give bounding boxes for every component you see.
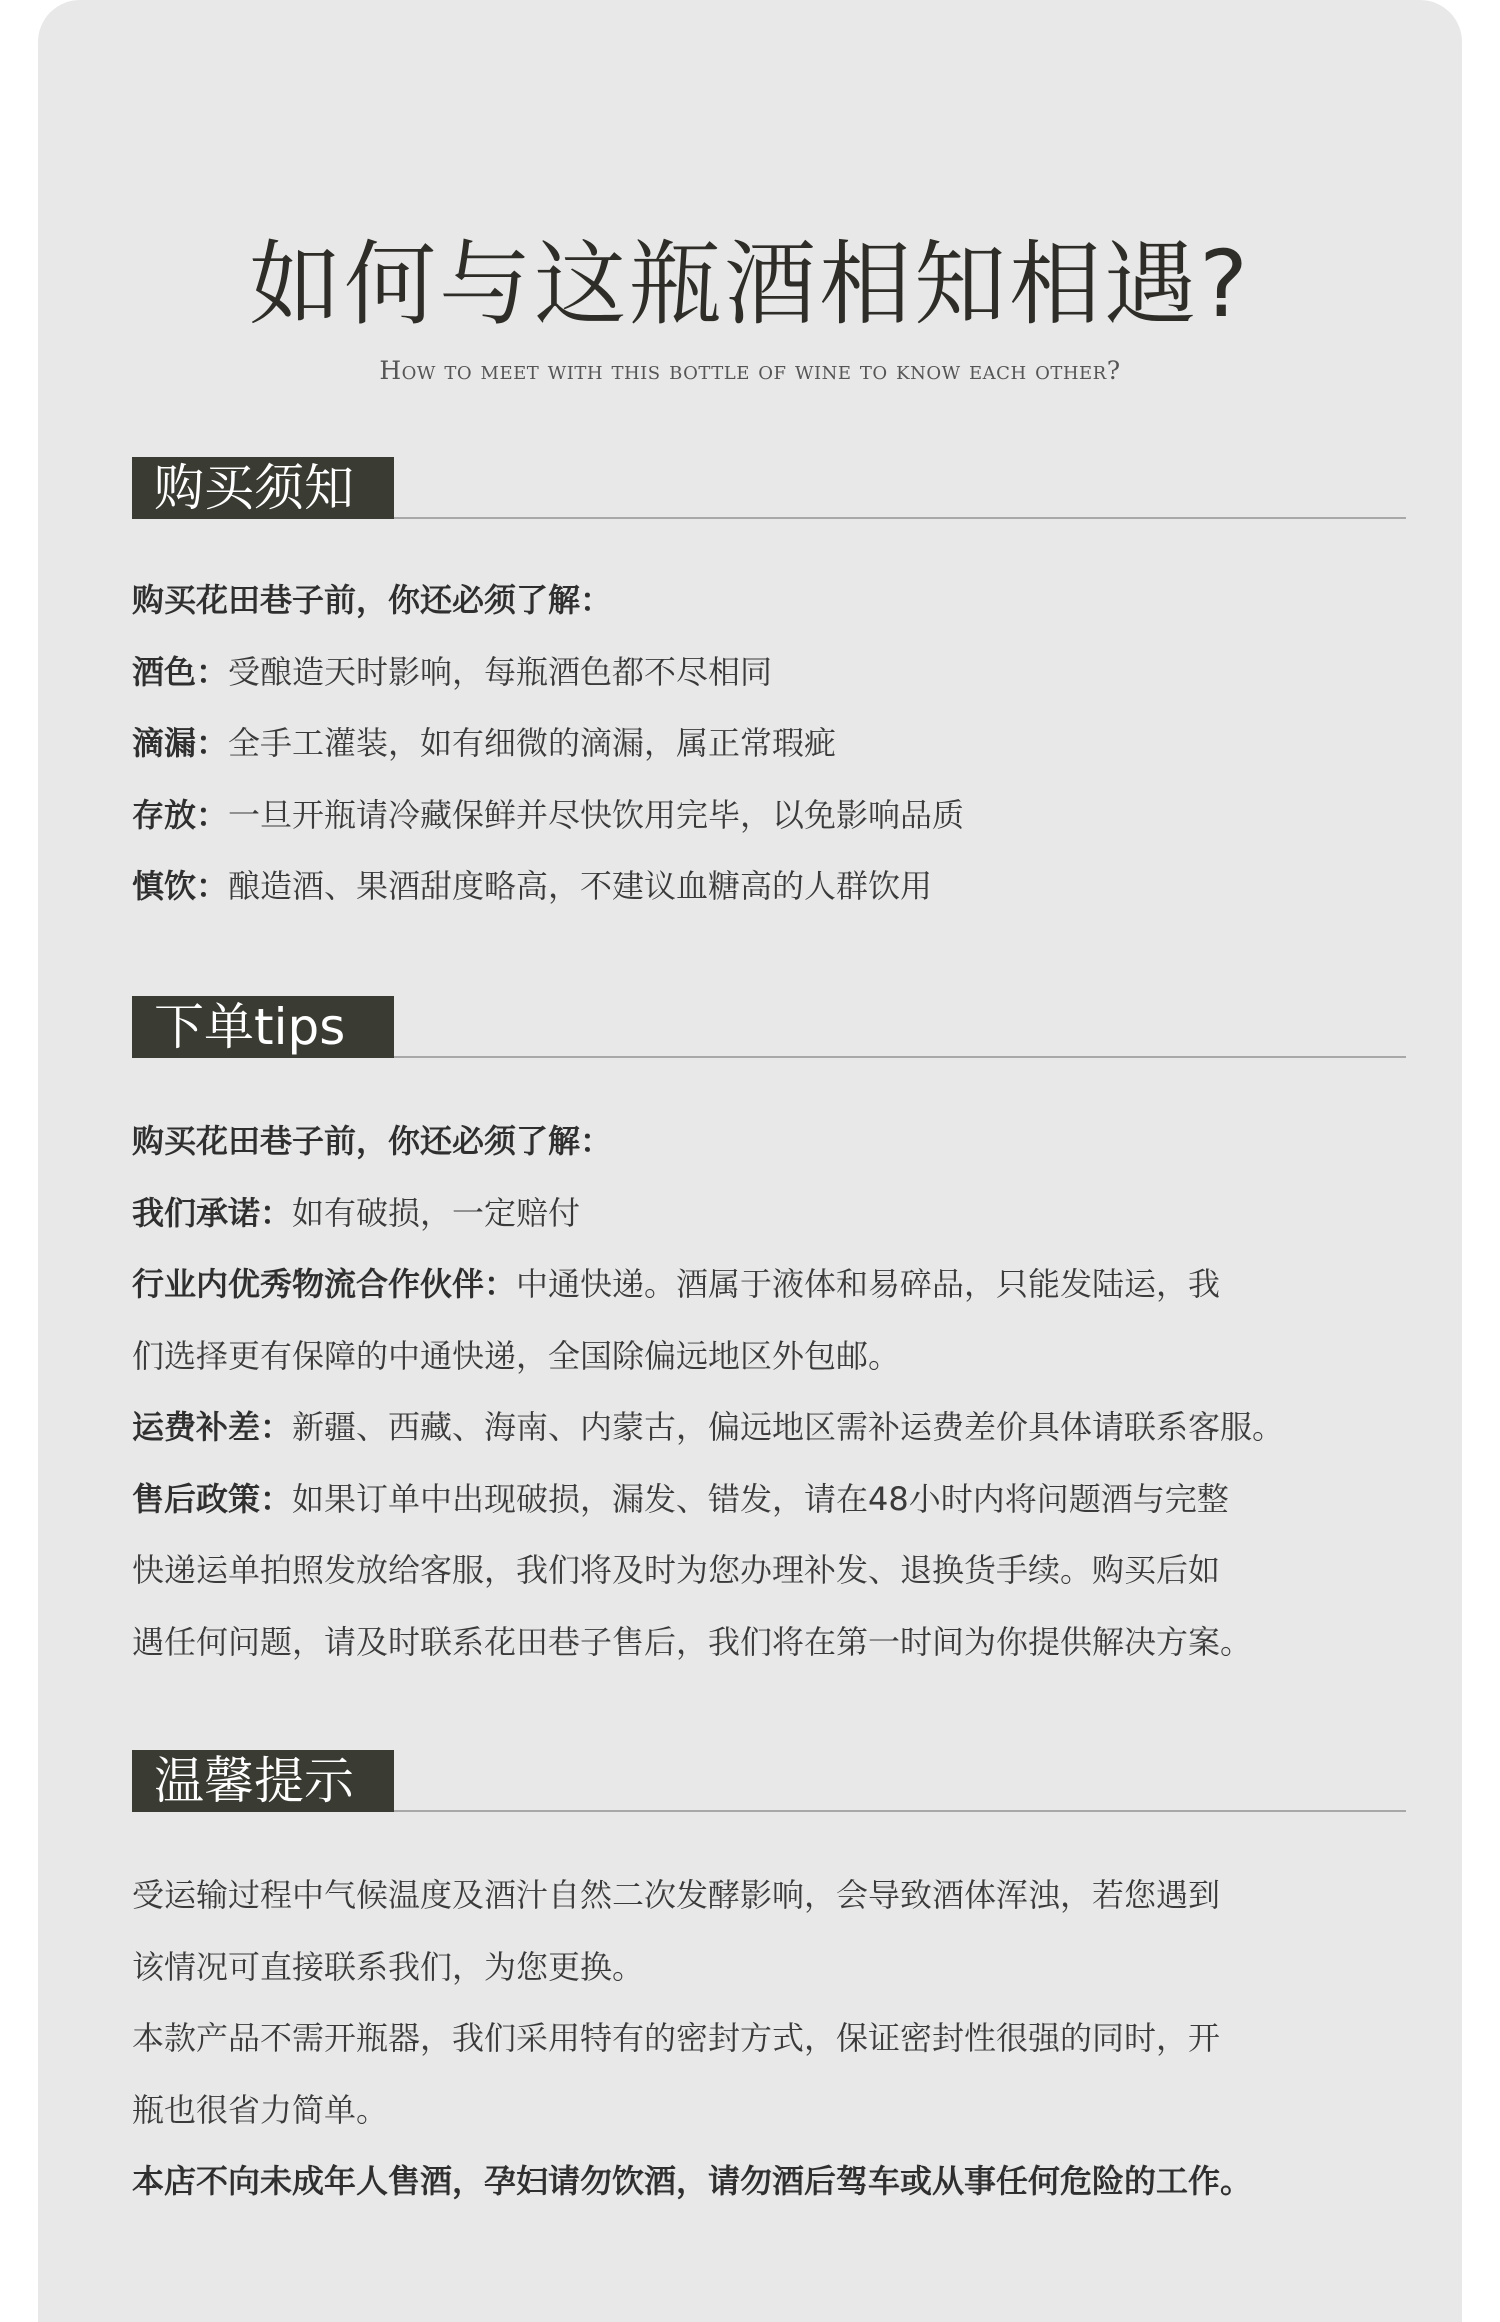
section-divider (394, 1810, 1406, 1812)
list-item (132, 1392, 1422, 1464)
section-tag: 下单tips (132, 996, 394, 1058)
item-label: 售后政策： (132, 1479, 293, 1518)
section-intro: 购买花田巷子前，你还必须了解： (132, 581, 613, 619)
item-text: 全手工灌装，如有细微的滴漏，属正常瑕疵 (228, 724, 837, 762)
item-text: 酿造酒、果酒甜度略高，不建议血糖高的人群饮用 (228, 867, 933, 905)
list-item (132, 1178, 1422, 1250)
item-text: 如果订单中出现破损，漏发、错发，请在48小时内将问题酒与完整 (292, 1479, 1229, 1518)
item-text: 如有破损，一定赔付 (292, 1193, 581, 1232)
list-item (132, 1607, 1422, 1679)
section-header-purchase-notice (132, 457, 1406, 519)
item-text: 中通快递。酒属于液体和易碎品，只能发陆运，我 (516, 1265, 1221, 1303)
list-item (132, 1321, 1422, 1393)
item-label: 酒色： (132, 652, 229, 691)
item-label: 行业内优秀物流合作伙伴： (132, 1265, 517, 1303)
list-item (132, 780, 1422, 852)
list-item (132, 851, 1422, 923)
list-item (132, 1464, 1422, 1536)
section-divider (394, 1056, 1406, 1058)
item-text: 快递运单拍照发放给客服，我们将及时为您办理补发、退换货手续。购买后如 (132, 1551, 1221, 1589)
list-item (132, 1249, 1422, 1321)
item-label: 滴漏： (132, 724, 229, 762)
section-tag: 购买须知 (132, 457, 394, 519)
section-header-warm-tips (132, 1750, 1406, 1812)
page-subtitle: How to meet with this bottle of wine to know each other? (379, 356, 1121, 385)
item-text: 受酿造天时影响，每瓶酒色都不尽相同 (228, 652, 773, 691)
item-text: 一旦开瓶请冷藏保鲜并尽快饮用完毕，以免影响品质 (228, 795, 965, 834)
text-line: 本款产品不需开瓶器，我们采用特有的密封方式，保证密封性很强的同时，开 (132, 2019, 1221, 2057)
item-text: 遇任何问题，请及时联系花田巷子售后，我们将在第一时间为你提供解决方案。 (132, 1622, 1253, 1661)
list-item (132, 708, 1422, 780)
section-divider (394, 517, 1406, 519)
section-header-order-tips (132, 996, 1406, 1058)
list-item (132, 637, 1422, 709)
section-body-warm-tips (132, 1860, 1422, 2218)
item-label: 存放： (132, 795, 229, 834)
warning-line: 本店不向未成年人售酒，孕妇请勿饮酒，请勿酒后驾车或从事任何危险的工作。 (132, 2162, 1253, 2200)
section-tag: 温馨提示 (132, 1750, 394, 1812)
item-label: 运费补差： (132, 1408, 293, 1446)
text-line: 受运输过程中气候温度及酒汁自然二次发酵影响，会导致酒体浑浊，若您遇到 (132, 1876, 1221, 1914)
section-body-order-tips (132, 1106, 1422, 1678)
item-label: 我们承诺： (132, 1193, 293, 1232)
page-title: 如何与这瓶酒相知相遇? (249, 231, 1251, 338)
content-card (38, 0, 1462, 2322)
section-body-purchase-notice (132, 565, 1422, 923)
item-text: 们选择更有保障的中通快递，全国除偏远地区外包邮。 (132, 1336, 901, 1375)
text-line: 该情况可直接联系我们，为您更换。 (132, 1947, 645, 1986)
list-item (132, 1535, 1422, 1607)
text-line: 瓶也很省力简单。 (132, 2090, 389, 2129)
item-label: 慎饮： (132, 867, 229, 905)
item-text: 新疆、西藏、海南、内蒙古，偏远地区需补运费差价具体请联系客服。 (292, 1408, 1285, 1446)
section-intro: 购买花田巷子前，你还必须了解： (132, 1122, 613, 1160)
